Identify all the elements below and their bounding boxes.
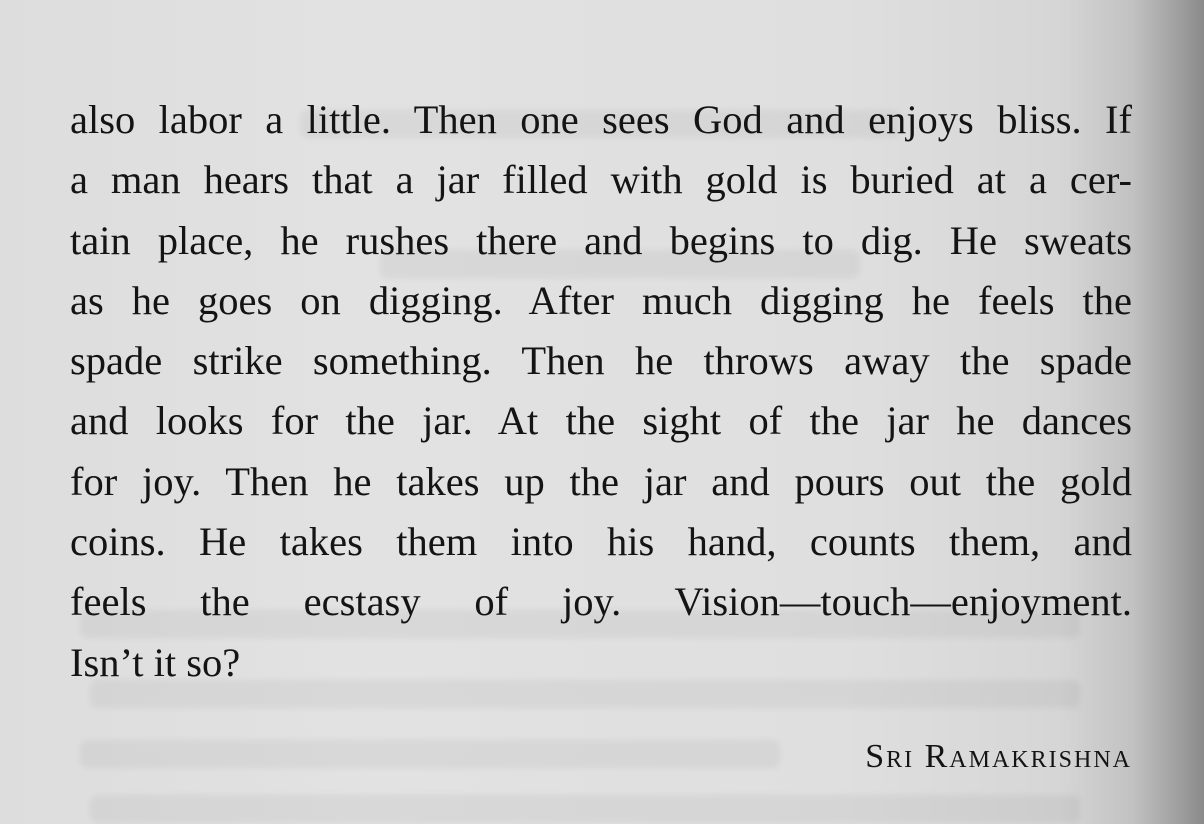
- passage-line: for joy. Then he takes up the jar and pours out the gold: [70, 458, 1132, 504]
- attribution-author: Sri Ramakrishna: [865, 738, 1132, 775]
- passage-line: as he goes on digging. After much digging he feels the: [70, 277, 1132, 323]
- passage-line: feels the ecstasy of joy. Vision—touch—enjoyment.: [70, 579, 1132, 625]
- quote-passage: [70, 90, 1132, 693]
- passage-line: also labor a little. Then one sees God and enjoys bliss. If: [70, 97, 1132, 142]
- passage-line: tain place, he rushes there and begins to dig. He sweats: [70, 217, 1132, 263]
- passage-line: spade strike something. Then he throws away the spade: [70, 338, 1132, 384]
- passage-line: Isn’t it so?: [70, 639, 241, 685]
- passage-line: coins. He takes them into his hand, counts them, and: [70, 519, 1132, 565]
- passage-line: and looks for the jar. At the sight of the jar he dances: [70, 398, 1132, 444]
- passage-line: a man hears that a jar filled with gold is buried at a cer-: [70, 157, 1132, 203]
